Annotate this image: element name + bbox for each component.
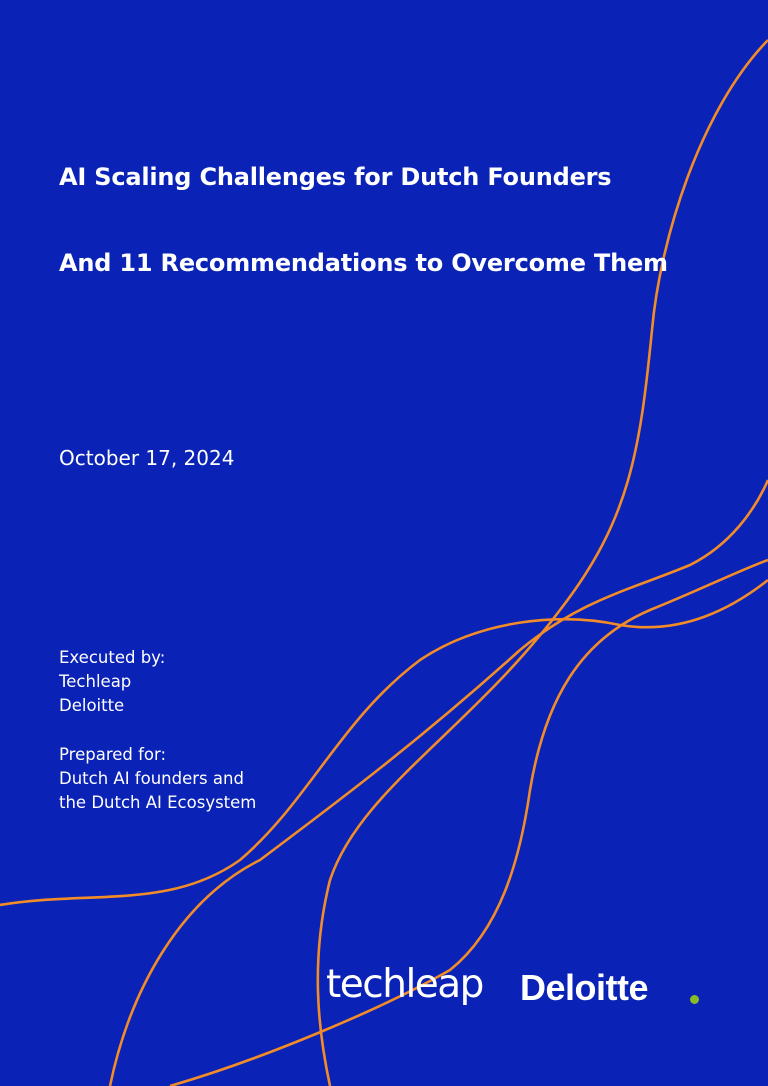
executed-by-item: Deloitte [59,696,125,715]
prepared-for-block [59,743,256,815]
report-date: October 17, 2024 [59,446,235,470]
deloitte-logo: Deloitte [520,967,649,1008]
prepared-for-label: Prepared for: [59,745,167,764]
report-title: AI Scaling Challenges for Dutch Founders [59,163,612,191]
executed-by-label: Executed by: [59,648,166,667]
executed-by-block [59,646,165,718]
deloitte-dot-icon [690,995,699,1004]
prepared-for-item: the Dutch AI Ecosystem [59,793,257,812]
report-subtitle: And 11 Recommendations to Overcome Them [59,249,668,277]
executed-by-item: Techleap [59,672,132,691]
techleap-logo: techleap [326,962,483,1007]
prepared-for-item: Dutch AI founders and [59,769,244,788]
curve-1 [318,40,768,1086]
